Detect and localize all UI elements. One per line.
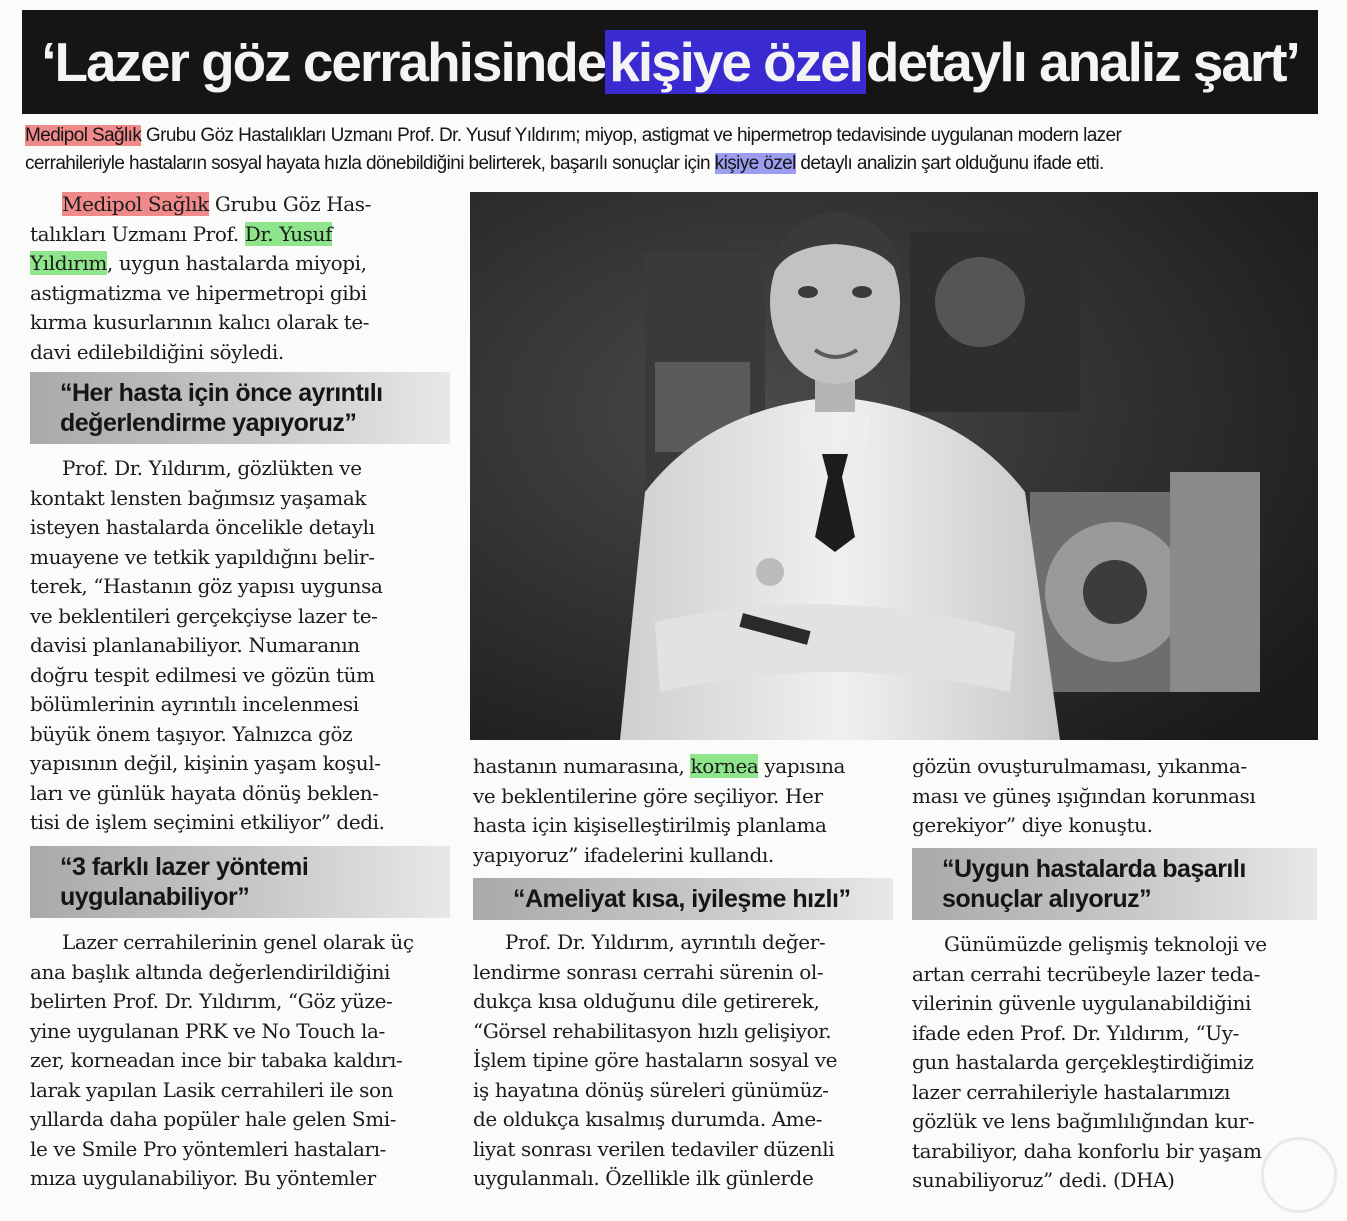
text-line <box>473 752 893 782</box>
text-line: uygulanmalı. Özellikle ilk günlerde <box>473 1166 814 1190</box>
watermark-icon <box>1261 1137 1337 1213</box>
column-1-paragraph-1 <box>30 454 450 838</box>
text-line: yapısının değil, kişinin yaşam koşul- <box>30 751 381 775</box>
text-line: mıza uygulanabiliyor. Bu yöntemler <box>30 1166 376 1190</box>
subheading-line: “Uygun hastalarda başarılı <box>942 855 1246 883</box>
column-1-intro <box>30 190 450 367</box>
text-line: gun hastalarda gerçekleştirdiğimiz <box>912 1050 1254 1074</box>
intro-text: , uygun hastalarda miyopi, <box>106 251 367 275</box>
text-line: belirten Prof. Dr. Yıldırım, “Göz yüze- <box>30 989 393 1013</box>
text-line: muayene ve tetkik yapıldığını belir- <box>30 544 375 569</box>
column-2-paragraph <box>473 928 893 1194</box>
subheading-line: “Ameliyat kısa, iyileşme hızlı” <box>513 885 851 913</box>
column-1-paragraph-2 <box>30 928 450 1194</box>
text-line: İşlem tipine göre hastaların sosyal ve <box>473 1048 838 1072</box>
highlight-kornea: kornea <box>690 754 759 778</box>
headline-before: ‘Lazer göz cerrahisinde <box>41 31 606 93</box>
text-line: lendirme sonrası cerrahi sürenin ol- <box>473 959 824 984</box>
text-line: ları ve günlük hayata dönüş beklen- <box>30 780 379 805</box>
text-line: sunabiliyoruz” dedi. (DHA) <box>912 1168 1175 1192</box>
text-line: tisi de işlem seçimini etkiliyor” dedi. <box>30 810 385 834</box>
subheading-3 <box>473 878 893 920</box>
lead-line-2 <box>25 150 1325 178</box>
text-line: tarabiliyor, daha konforlu bir yaşam <box>912 1138 1262 1163</box>
text-line: hasta için kişiselleştirilmiş planlama <box>473 813 827 837</box>
text-line: dukça kısa olduğunu dile getirerek, <box>473 989 820 1013</box>
text-line: Prof. Dr. Yıldırım, ayrıntılı değer- <box>505 930 826 954</box>
intro-highlight-medipol: Medipol Sağlık <box>62 192 209 216</box>
subheading-line: değerlendirme yapıyoruz” <box>60 409 357 437</box>
column-2-top <box>473 752 893 870</box>
subheading-1 <box>30 372 450 444</box>
text-span: yapısına <box>758 754 846 778</box>
lead-highlight-kisiye: kişiye özel <box>714 153 796 174</box>
text-line: de oldukça kısalmış durumda. Ame- <box>473 1107 823 1131</box>
lead-line-1 <box>25 122 1325 150</box>
text-line: Günümüzde gelişmiş teknoloji ve <box>944 932 1267 956</box>
text-line: yine uygulanan PRK ve No Touch la- <box>30 1018 385 1043</box>
text-line: ve beklentileri gerçekçiyse lazer te- <box>30 603 378 628</box>
lead-line-2-text: cerrahileriyle hastaların sosyal hayata hızla dönebildiğini belirterek, başarılı sonuçlar için <box>25 153 715 174</box>
subheading-4 <box>912 848 1317 920</box>
text-line: larak yapılan Lasik cerrahileri ile son <box>30 1077 394 1102</box>
intro-line <box>30 249 450 279</box>
subheading-line: “Her hasta için önce ayrıntılı <box>60 379 383 407</box>
text-line: liyat sonrası verilen tedaviler düzenli <box>473 1136 835 1161</box>
subheading-line: uygulanabiliyor” <box>60 883 250 911</box>
text-line: kontakt lensten bağımsız yaşamak <box>30 485 367 510</box>
text-line: isteyen hastalarda öncelikle detaylı <box>30 515 375 539</box>
text-line: vilerinin güvenle uygulanabildiğini <box>912 991 1251 1015</box>
headline-highlight: kişiye özel <box>605 30 866 94</box>
headline <box>22 10 1318 114</box>
text-line: ması ve güneş ışığından korunması <box>912 783 1256 808</box>
intro-line <box>30 220 450 250</box>
text-line: iş hayatına dönüş süreleri günümüz- <box>473 1077 829 1102</box>
text-line: terek, “Hastanın göz yapısı uygunsa <box>30 574 383 598</box>
portrait-illustration <box>470 192 1318 740</box>
intro-text: Grubu Göz Has- <box>208 192 371 216</box>
text-line: doğru tespit edilmesi ve gözün tüm <box>30 662 375 687</box>
lead-line-1-text: Grubu Göz Hastalıkları Uzmanı Prof. Dr. Yusuf Yıldırım; miyop, astigmat ve hipermetrop tedavisinde uygulanan modern lazer <box>141 125 1122 146</box>
text-line: ana başlık altında değerlendirildiğini <box>30 959 391 984</box>
lead-line-2-end: detaylı analizin şart olduğunu ifade etti. <box>795 153 1104 174</box>
text-line: yıllarda daha popüler hale gelen Smi- <box>30 1107 397 1131</box>
intro-line <box>30 190 450 220</box>
text-line: bölümlerinin ayrıntılı incelenmesi <box>30 692 359 716</box>
text-line: ifade eden Prof. Dr. Yıldırım, “Uy- <box>912 1020 1239 1045</box>
text-line: davisi planlanabiliyor. Numaranın <box>30 633 360 657</box>
text-line: lazer cerrahileriyle hastalarımızı <box>912 1079 1231 1104</box>
text-span: hastanın numarasına, <box>473 754 691 778</box>
text-line: yapıyoruz” ifadelerini kullandı. <box>473 842 774 867</box>
text-line: le ve Smile Pro yöntemleri hastaları- <box>30 1136 387 1161</box>
lead-highlight-medipol: Medipol Sağlık <box>25 125 142 146</box>
text-line: Prof. Dr. Yıldırım, gözlükten ve <box>62 456 362 480</box>
subheading-line: sonuçlar alıyoruz” <box>942 885 1152 913</box>
intro-line: astigmatizma ve hipermetropi gibi <box>30 280 367 305</box>
intro-text: talıkları Uzmanı Prof. <box>30 221 245 246</box>
text-line: Lazer cerrahilerinin genel olarak üç <box>62 930 414 954</box>
subheading-line: “3 farklı lazer yöntemi <box>60 853 309 881</box>
intro-line: kırma kusurlarının kalıcı olarak te- <box>30 310 370 334</box>
text-line: gerekiyor” diye konuştu. <box>912 813 1153 837</box>
text-line: gözlük ve lens bağımlılığından kur- <box>912 1109 1255 1133</box>
text-line: gözün ovuşturulmaması, yıkanma- <box>912 754 1247 778</box>
intro-highlight-name: Dr. Yusuf <box>244 221 333 246</box>
doctor-portrait-photo <box>470 192 1318 740</box>
headline-after: detaylı analiz şart’ <box>865 31 1299 93</box>
text-line: büyük önem taşıyor. Yalnızca göz <box>30 721 353 746</box>
text-line: zer, korneadan ince bir tabaka kaldırı- <box>30 1048 403 1072</box>
column-3-top <box>912 752 1332 841</box>
text-line: ve beklentilerine göre seçiliyor. Her <box>473 783 823 808</box>
text-line: artan cerrahi tecrübeyle lazer teda- <box>912 961 1261 986</box>
intro-line: davi edilebildiğini söyledi. <box>30 339 284 364</box>
subheading-2 <box>30 846 450 918</box>
lead-paragraph <box>25 122 1325 178</box>
text-line: “Görsel rehabilitasyon hızlı gelişiyor. <box>473 1018 832 1043</box>
intro-highlight-surname: Yıldırım <box>30 251 107 275</box>
